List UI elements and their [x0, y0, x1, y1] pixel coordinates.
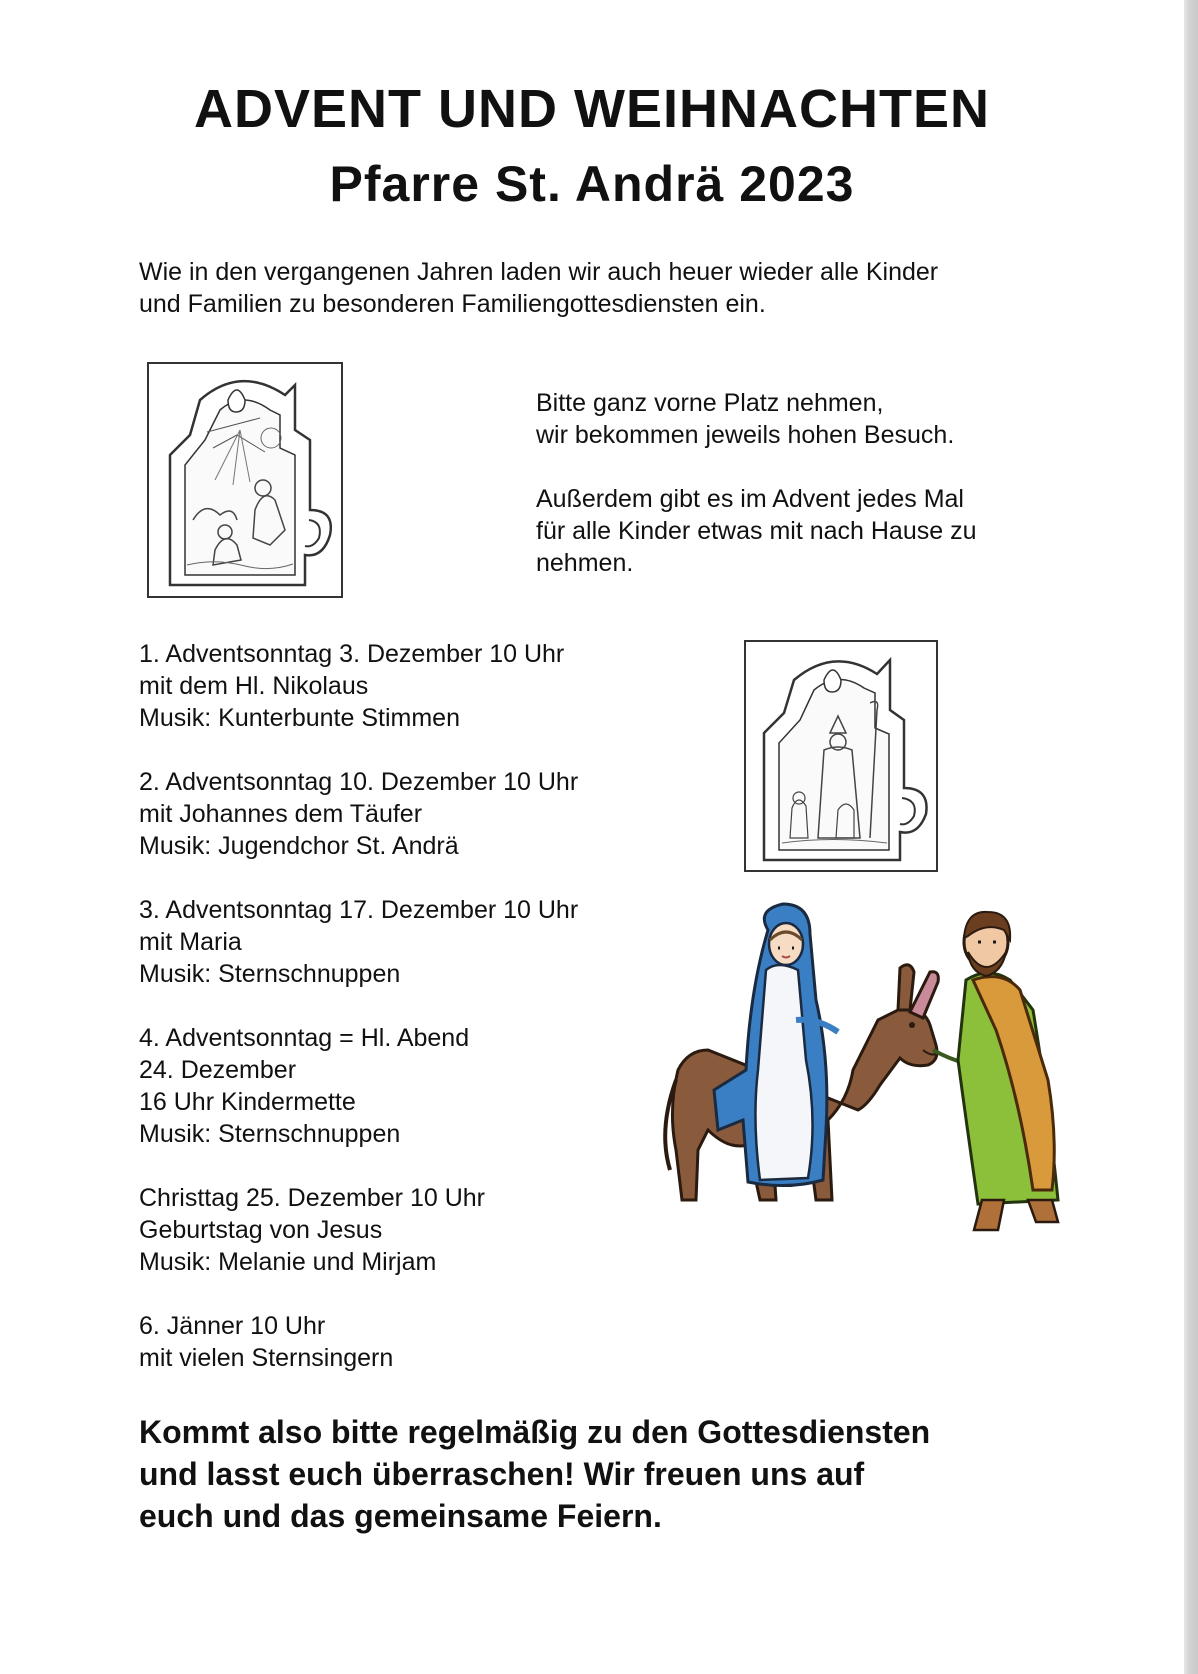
notes-line: für alle Kinder etwas mit nach Hause zu — [536, 517, 977, 545]
event-date: Christtag 25. Dezember 10 Uhr — [139, 1184, 485, 1212]
event-date: 2. Adventsonntag 10. Dezember 10 Uhr — [139, 768, 579, 796]
event-guest: mit Johannes dem Täufer — [139, 800, 423, 828]
event-music: Musik: Jugendchor St. Andrä — [139, 832, 459, 860]
event-date: 4. Adventsonntag = Hl. Abend — [139, 1024, 470, 1052]
event-music: Musik: Kunterbunte Stimmen — [139, 704, 460, 732]
candle-nikolaus-illustration — [742, 638, 940, 874]
event-time: 16 Uhr Kindermette — [139, 1088, 356, 1116]
closing-line: Kommt also bitte regelmäßig zu den Gottesdiensten — [139, 1414, 931, 1450]
event-date: 24. Dezember — [139, 1056, 297, 1084]
event-date: 3. Adventsonntag 17. Dezember 10 Uhr — [139, 896, 579, 924]
event-date: 6. Jänner 10 Uhr — [139, 1312, 326, 1340]
maria-josef-donkey-illustration — [648, 900, 1128, 1260]
event-date: 1. Adventsonntag 3. Dezember 10 Uhr — [139, 640, 565, 668]
notes-paragraph — [536, 387, 1096, 451]
notes-line: wir bekommen jeweils hohen Besuch. — [536, 421, 955, 449]
event-item — [139, 1182, 699, 1278]
event-music: Musik: Sternschnuppen — [139, 960, 401, 988]
event-list — [139, 638, 699, 1406]
intro-line: und Familien zu besonderen Familiengottesdiensten ein. — [139, 290, 766, 318]
title-line-2: Pfarre St. Andrä 2023 — [329, 156, 855, 212]
event-item — [139, 894, 699, 990]
event-item — [139, 1022, 699, 1150]
notes-block — [536, 387, 1096, 611]
event-guest: mit vielen Sternsingern — [139, 1344, 394, 1372]
event-music: Musik: Melanie und Mirjam — [139, 1248, 437, 1276]
page-edge — [1184, 0, 1198, 1674]
event-guest: mit Maria — [139, 928, 242, 956]
notes-line: Bitte ganz vorne Platz nehmen, — [536, 389, 884, 417]
intro-line: Wie in den vergangenen Jahren laden wir auch heuer wieder alle Kinder — [139, 258, 939, 286]
closing-line: und lasst euch überraschen! Wir freuen uns auf — [139, 1456, 865, 1492]
event-item — [139, 1310, 699, 1374]
event-guest: Geburtstag von Jesus — [139, 1216, 383, 1244]
event-music: Musik: Sternschnuppen — [139, 1120, 401, 1148]
notes-line: nehmen. — [536, 549, 634, 577]
notes-line: Außerdem gibt es im Advent jedes Mal — [536, 485, 964, 513]
event-guest: mit dem Hl. Nikolaus — [139, 672, 369, 700]
closing-paragraph — [139, 1411, 1099, 1537]
event-item — [139, 766, 699, 862]
closing-line: euch und das gemeinsame Feiern. — [139, 1498, 662, 1534]
event-item — [139, 638, 699, 734]
candle-baptism-illustration — [145, 360, 345, 600]
title-line-1: ADVENT UND WEIHNACHTEN — [194, 79, 990, 139]
notes-paragraph — [536, 483, 1096, 579]
intro-paragraph — [139, 256, 1069, 320]
